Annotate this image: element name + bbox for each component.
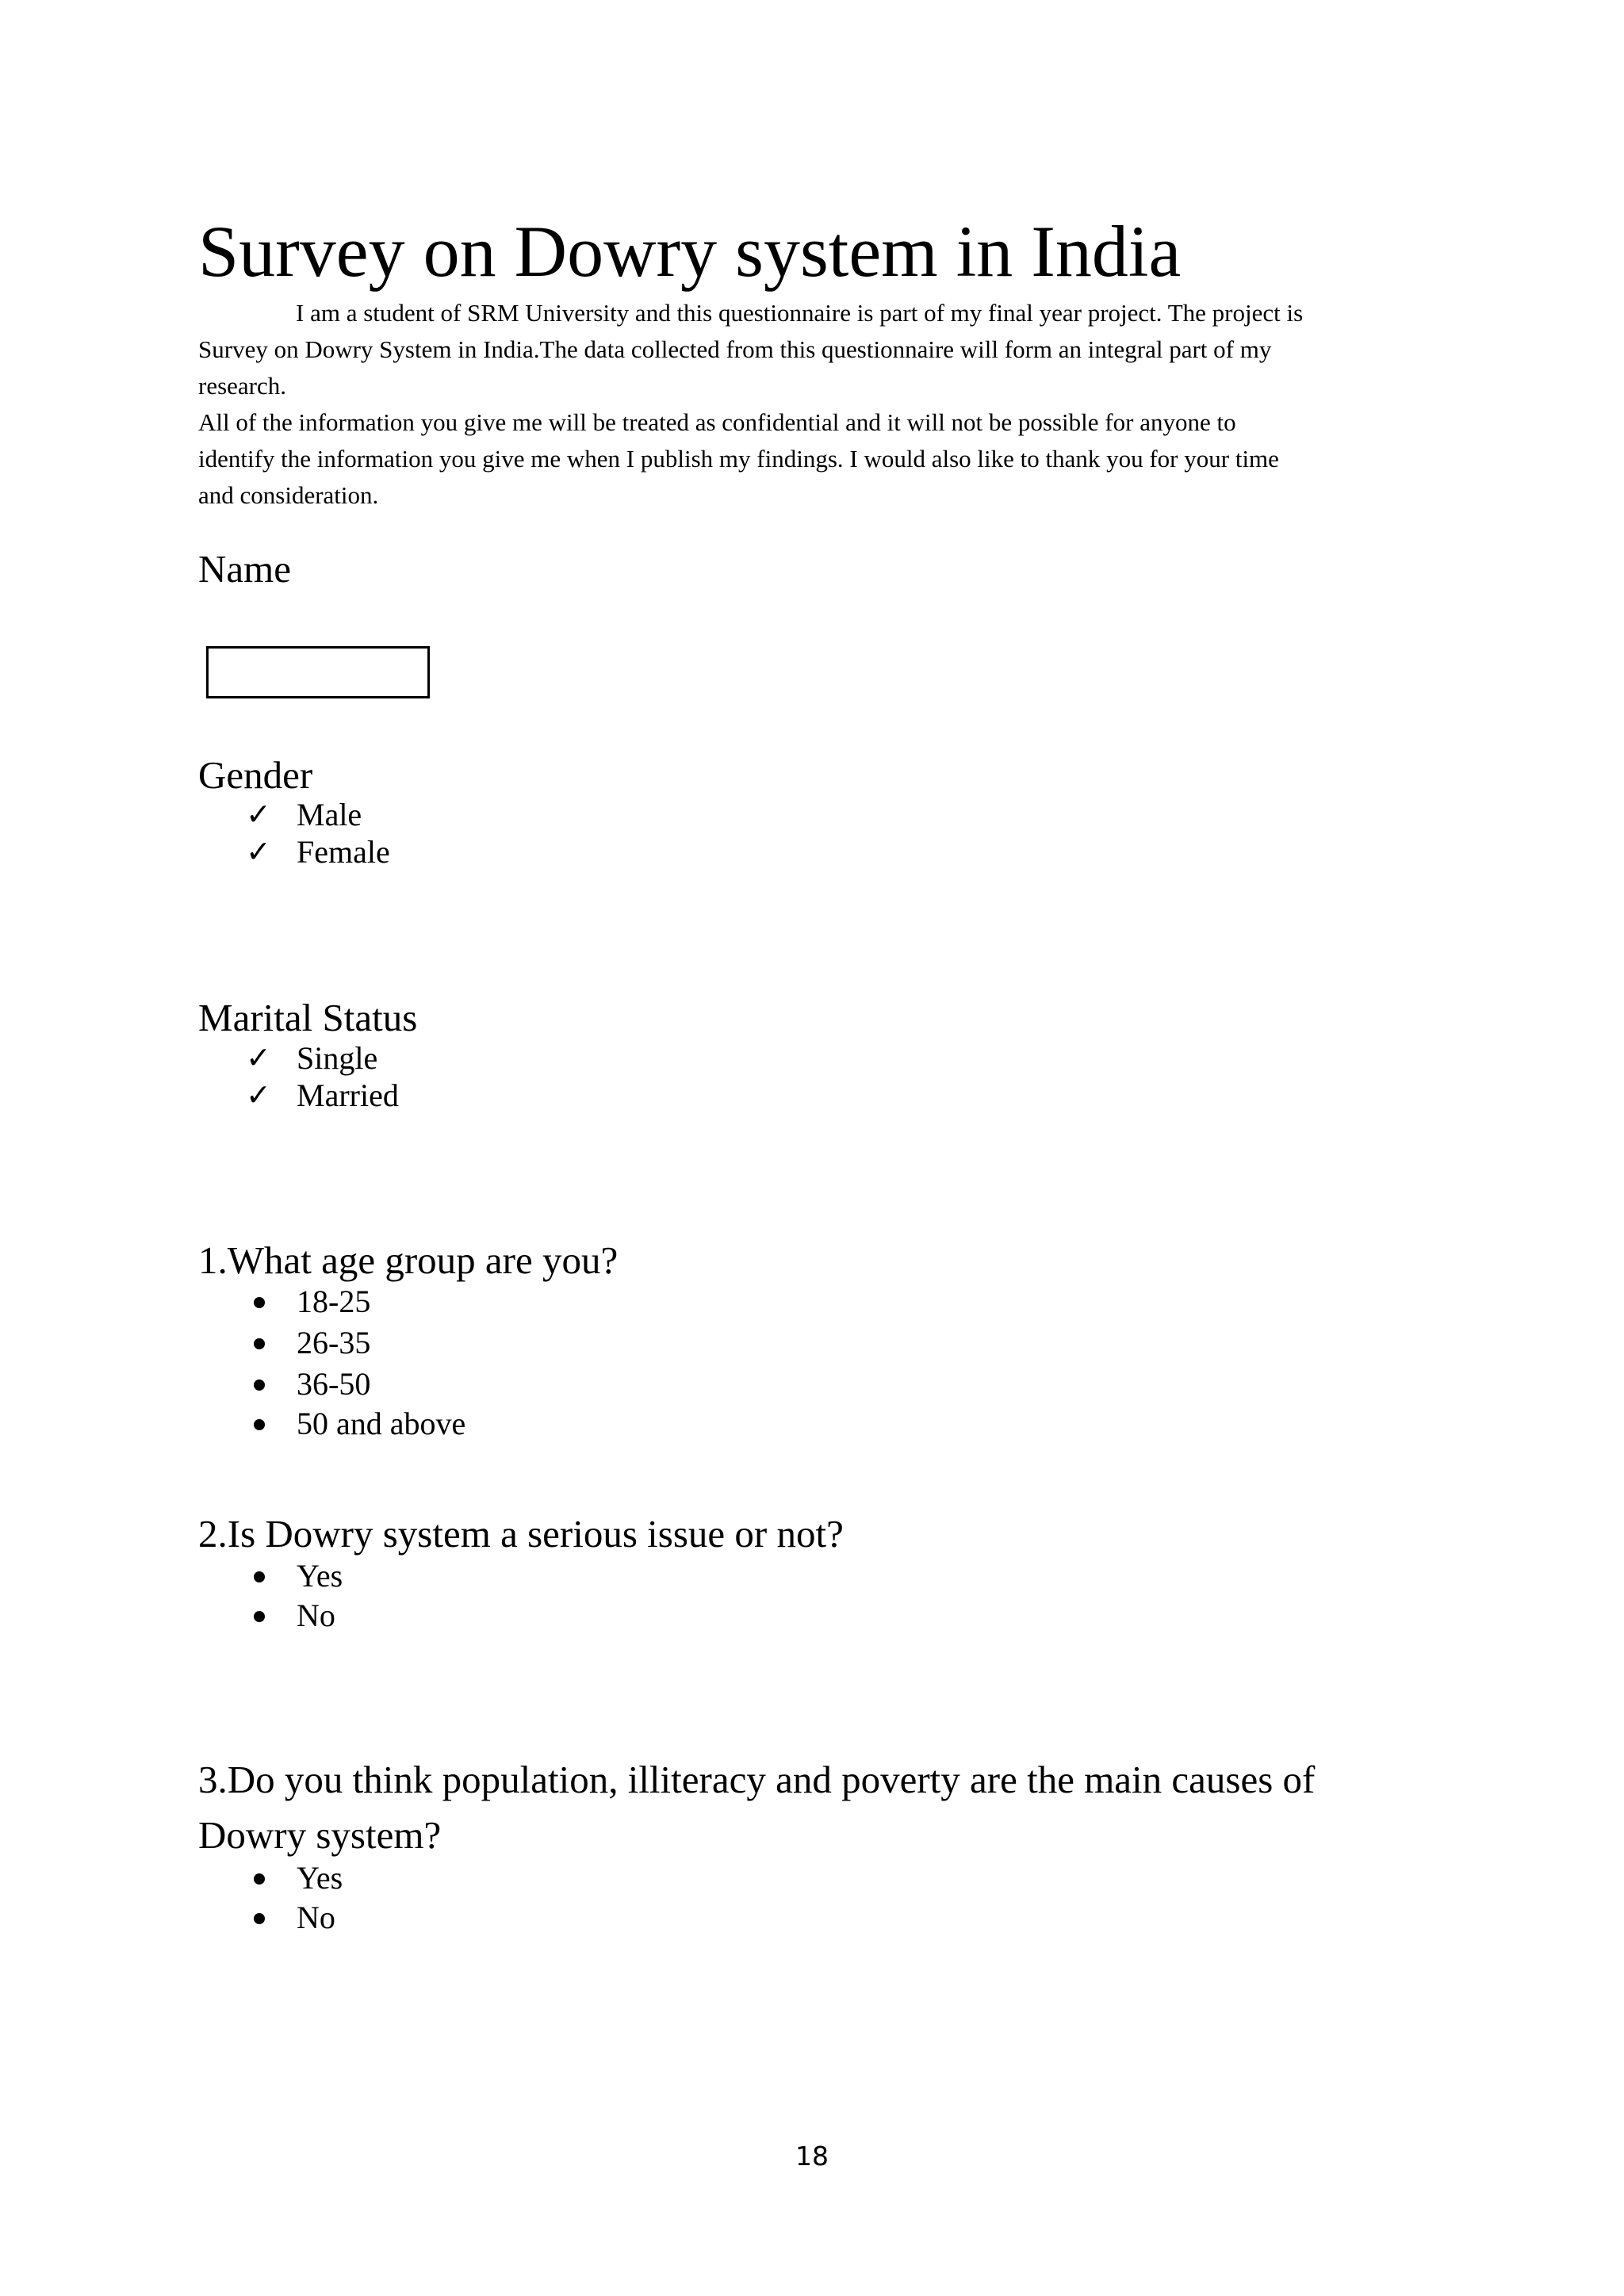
gender-option-female[interactable]: Female [297, 834, 390, 870]
q1-option[interactable]: 50 and above [297, 1406, 466, 1441]
intro-line: research. [198, 372, 286, 400]
bullet-icon [254, 1873, 265, 1885]
intro-line: All of the information you give me will be treated as confidential and it will not be possible for anyone to [198, 408, 1236, 436]
question-3-continued: Dowry system? [198, 1813, 442, 1857]
marital-option-single[interactable]: Single [297, 1040, 378, 1076]
marital-option-married[interactable]: Married [297, 1077, 399, 1113]
bullet-icon [254, 1913, 265, 1924]
q2-option-no[interactable]: No [297, 1598, 335, 1633]
checkmark-icon: ✓ [246, 1079, 271, 1112]
marital-status-label: Marital Status [198, 996, 418, 1039]
q3-option-no[interactable]: No [297, 1900, 335, 1935]
name-input-box[interactable] [206, 646, 430, 698]
checkmark-icon: ✓ [246, 1042, 271, 1075]
intro-line: Survey on Dowry System in India.The data collected from this questionnaire will form an integral part of my [198, 335, 1272, 363]
gender-label: Gender [198, 753, 313, 797]
q1-option[interactable]: 36-50 [297, 1366, 371, 1402]
checkmark-icon: ✓ [246, 798, 271, 832]
question-1: 1.What age group are you? [198, 1238, 619, 1282]
question-3: 3.Do you think population, illiteracy and poverty are the main causes of [198, 1758, 1316, 1801]
checkmark-icon: ✓ [246, 836, 271, 869]
intro-line: and consideration. [198, 481, 379, 509]
gender-option-male[interactable]: Male [297, 797, 362, 832]
question-2: 2.Is Dowry system a serious issue or not? [198, 1512, 844, 1556]
q1-option[interactable]: 18-25 [297, 1284, 371, 1319]
name-label: Name [198, 547, 291, 591]
bullet-icon [254, 1297, 265, 1308]
bullet-icon [254, 1419, 265, 1430]
intro-line: identify the information you give me when I publish my findings. I would also like to thank you for your time [198, 445, 1279, 473]
page-title: Survey on Dowry system in India [198, 211, 1182, 292]
bullet-icon [254, 1338, 265, 1349]
page-number: 18 [795, 2141, 829, 2172]
bullet-icon [254, 1611, 265, 1622]
intro-line: I am a student of SRM University and this questionnaire is part of my final year project. The project is [296, 299, 1304, 327]
q1-option[interactable]: 26-35 [297, 1325, 371, 1360]
q3-option-yes[interactable]: Yes [297, 1860, 343, 1896]
bullet-icon [254, 1571, 265, 1582]
bullet-icon [254, 1380, 265, 1391]
q2-option-yes[interactable]: Yes [297, 1558, 343, 1594]
